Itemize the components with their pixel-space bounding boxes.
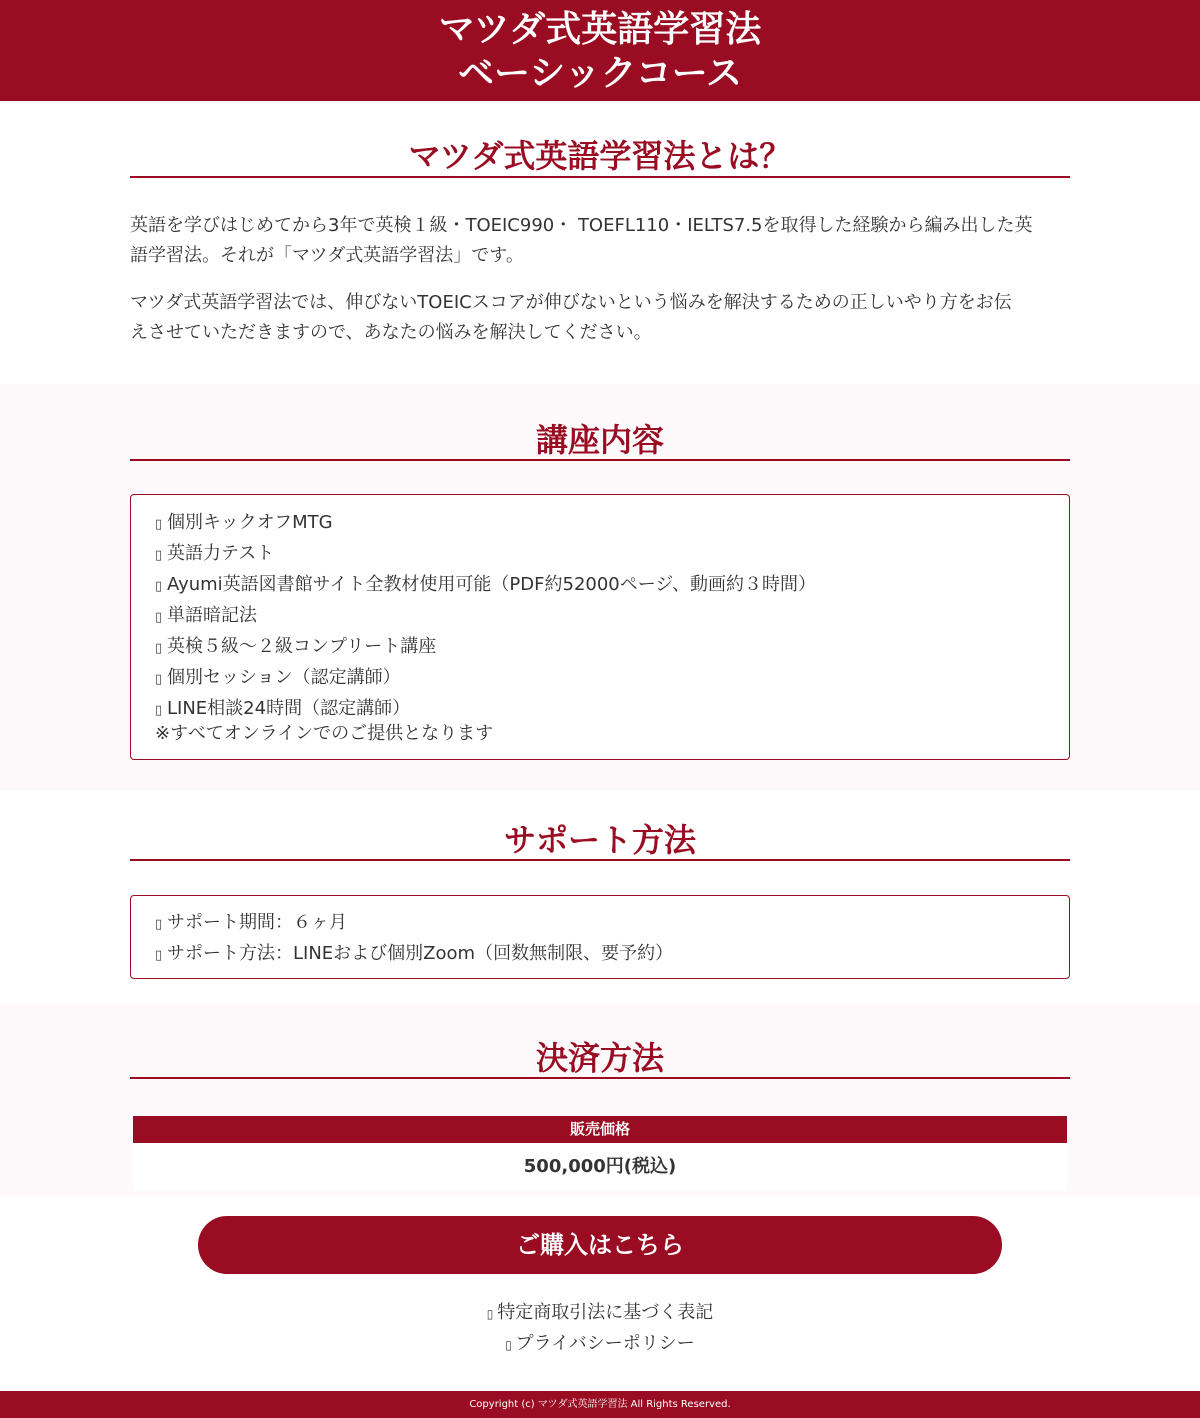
bullet-icon: ▯ <box>155 548 163 563</box>
legal-notice-label: 特定商取引法に基づく表記 <box>497 1302 714 1323</box>
bullet-icon: ▯ <box>155 917 163 932</box>
list-item <box>155 601 816 632</box>
header-title-line1: マツダ式英語学習法 <box>438 9 762 50</box>
about-paragraph-2 <box>130 288 1070 348</box>
copyright-text: Copyright (c) マツダ式英語学習法 All Rights Reserved. <box>469 1399 731 1410</box>
course-item-label: 英検５級～２級コンプリート講座 <box>167 636 437 657</box>
bullet-icon: ▯ <box>486 1307 498 1321</box>
course-note: ※すべてオンラインでのご提供となります <box>155 723 494 744</box>
course-item-label: 単語暗記法 <box>167 605 257 626</box>
support-item-label: サポート方法：LINEおよび個別Zoom（回数無制限、要予約） <box>167 943 674 964</box>
bullet-icon: ▯ <box>155 517 163 532</box>
bullet-icon: ▯ <box>155 579 163 594</box>
footer-links <box>0 1298 1200 1360</box>
payment-title-rule <box>130 1077 1070 1079</box>
support-content-box <box>130 895 1070 979</box>
course-item-list <box>155 508 816 725</box>
about-paragraph-2-line2: えさせていただきますので、あなたの悩みを解決してください。 <box>130 322 652 343</box>
bullet-icon: ▯ <box>155 672 163 687</box>
list-item <box>155 908 673 939</box>
about-paragraph-2-line1: マツダ式英語学習法では、伸びないTOEICスコアが伸びないという悩みを解決するための正しいやり方をお伝 <box>130 292 1012 313</box>
list-item <box>155 663 816 694</box>
buy-button[interactable]: ご購入はこちら <box>198 1216 1002 1274</box>
support-title-rule <box>130 859 1070 861</box>
course-item-label: Ayumi英語図書館サイト全教材使用可能（PDF約52000ページ、動画約３時間） <box>167 574 816 595</box>
legal-notice-link[interactable] <box>0 1298 1200 1329</box>
course-title-rule <box>130 459 1070 461</box>
course-item-label: LINE相談24時間（認定講師） <box>167 698 411 719</box>
about-title: マツダ式英語学習法とは？ <box>408 137 792 175</box>
course-item-label: 英語力テスト <box>167 543 275 564</box>
list-item <box>155 632 816 663</box>
support-item-list <box>155 908 673 970</box>
bullet-icon: ▯ <box>155 641 163 656</box>
privacy-policy-label: プライバシーポリシー <box>515 1333 695 1354</box>
bullet-icon: ▯ <box>155 703 163 718</box>
list-item <box>155 508 816 539</box>
bullet-icon: ▯ <box>505 1338 516 1352</box>
course-item-label: 個別キックオフMTG <box>167 512 333 533</box>
course-item-label: 個別セッション（認定講師） <box>167 667 401 688</box>
page-footer <box>0 1391 1200 1418</box>
bullet-icon: ▯ <box>155 948 163 963</box>
course-content-box <box>130 494 1070 760</box>
privacy-policy-link[interactable] <box>0 1329 1200 1360</box>
price-value: 500,000円(税込) <box>133 1143 1067 1191</box>
price-table-header: 販売価格 <box>133 1116 1067 1143</box>
payment-title: 決済方法 <box>535 1039 664 1077</box>
list-item <box>155 939 673 970</box>
support-item-label: サポート期間：６ヶ月 <box>167 912 347 933</box>
page-header <box>0 0 1200 101</box>
support-title: サポート方法 <box>503 821 696 859</box>
list-item <box>155 570 816 601</box>
list-item <box>155 539 816 570</box>
course-title: 講座内容 <box>535 421 664 459</box>
about-paragraph-1-line1: 英語を学びはじめてから3年で英検１級・TOEIC990・ TOEFL110・IELTS7.5を取得した経験から編み出した英 <box>130 215 1033 236</box>
about-paragraph-1-line2: 語学習法。それが「マツダ式英語学習法」です。 <box>130 245 524 266</box>
header-title-line2: ベーシックコース <box>457 53 743 94</box>
about-title-rule <box>130 176 1070 178</box>
about-paragraph-1 <box>130 211 1070 271</box>
bullet-icon: ▯ <box>155 610 163 625</box>
